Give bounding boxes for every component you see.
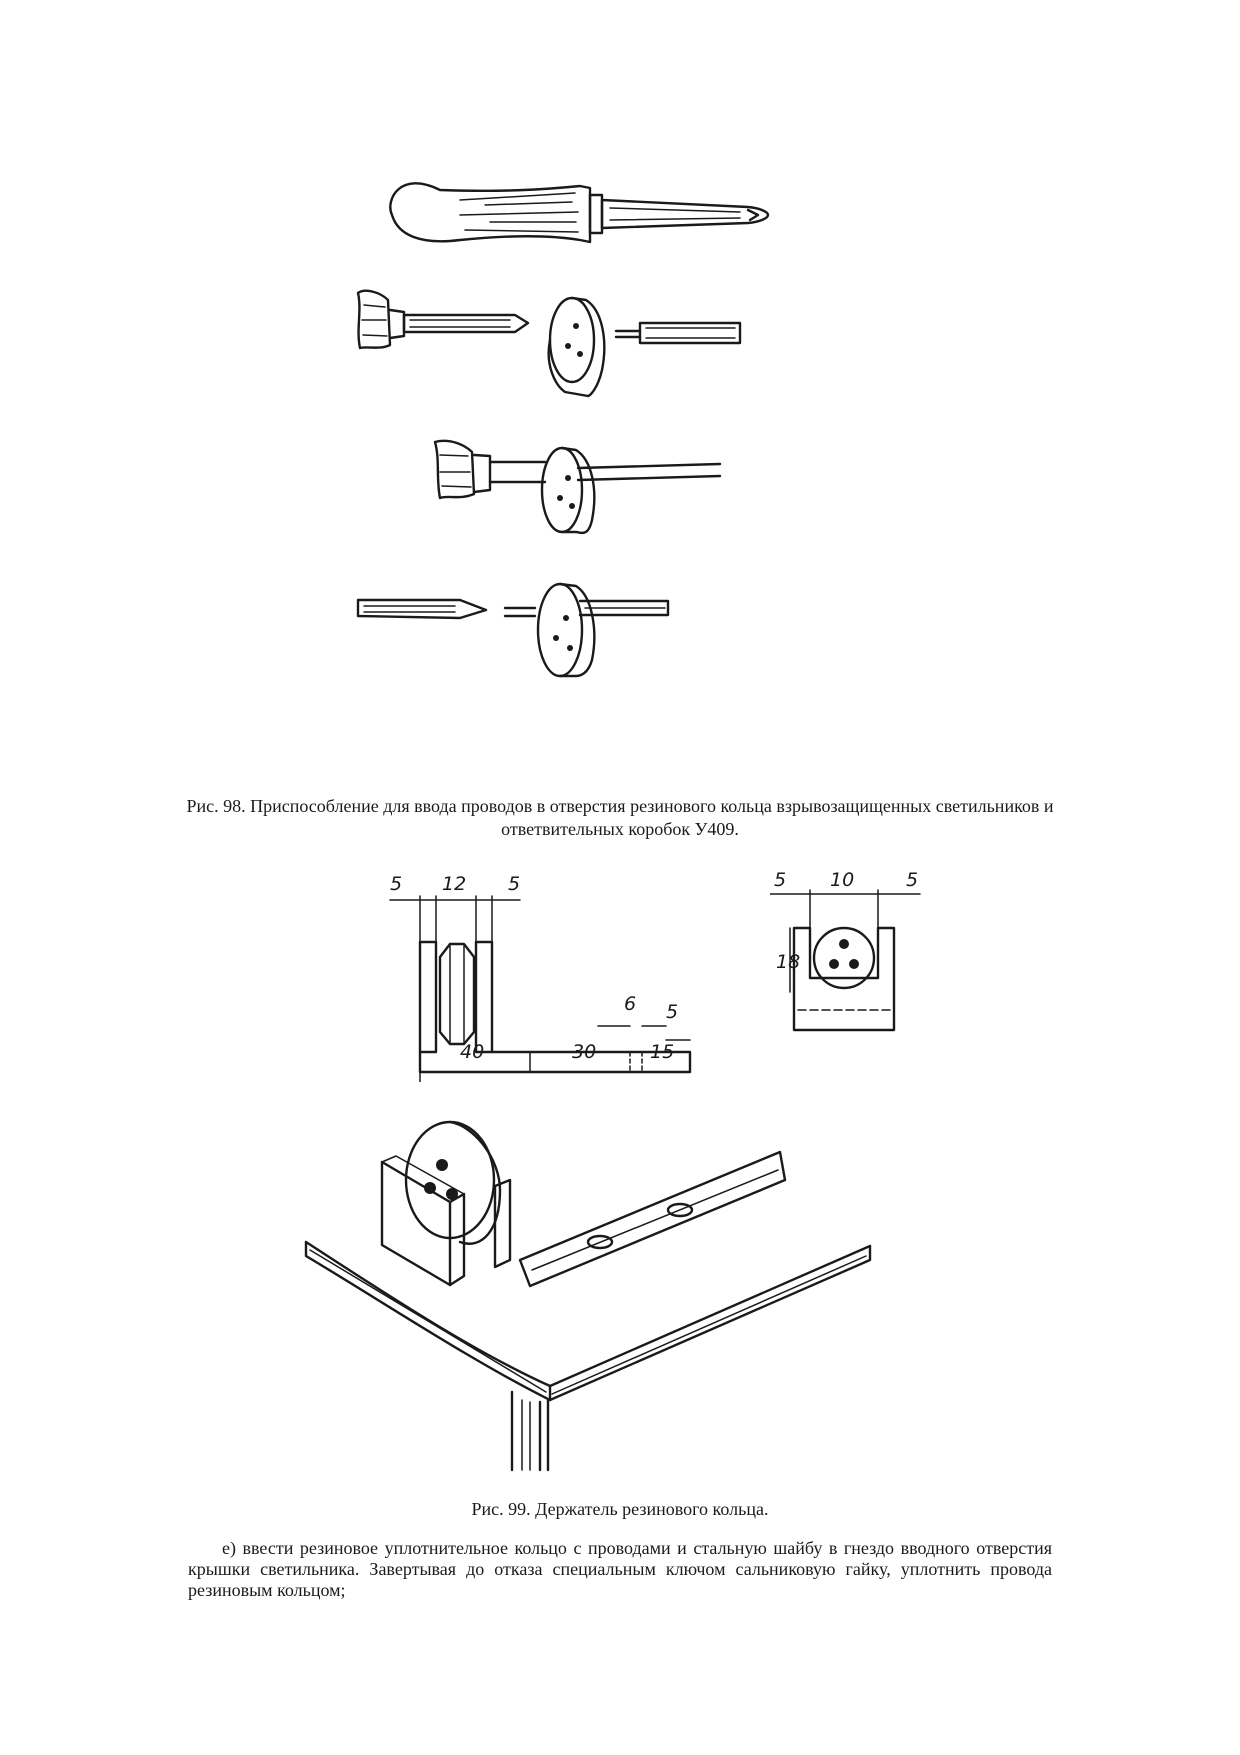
dim-side-left-gap: 5 xyxy=(390,873,403,895)
figure-98-caption: Рис. 98. Приспособление для ввода проводов в отверстия резинового кольца взрывозащищенных светильников и ответвительных коробок У409. xyxy=(186,796,1054,839)
dim-front-slot: 10 xyxy=(830,869,855,891)
figure-99-caption: Рис. 99. Держатель резинового кольца. xyxy=(471,1499,769,1519)
dim-side-hole-size: 6 xyxy=(624,993,637,1015)
tool-needle-ring-wire xyxy=(358,584,668,676)
tool-needle-through-ring xyxy=(435,441,720,533)
body-paragraph: е) ввести резиновое уплотнительное кольцо с проводами и стальную шайбу в гнездо вводного отверстия крышки светильника. Завертывая до отказа специальным ключом сальниковую гайку, уплотнить провода резиновым кольцом; xyxy=(188,1538,1052,1600)
dim-side-slot: 12 xyxy=(442,873,467,895)
figure-99-front-view-drawing xyxy=(770,860,940,1040)
dim-front-height: 18 xyxy=(776,951,801,973)
dim-side-base-3: 15 xyxy=(650,1041,675,1063)
figure-99-isometric-drawing xyxy=(300,1110,940,1480)
tool-handle-with-needle xyxy=(390,183,768,242)
figure-98-illustration xyxy=(340,160,900,760)
tool-needle-and-ring-separate xyxy=(358,291,740,396)
figure-99-side-view-drawing xyxy=(380,862,760,1082)
dim-side-hole-offset: 5 xyxy=(666,1001,679,1023)
dim-side-base-1: 40 xyxy=(460,1041,485,1063)
dim-front-right-gap: 5 xyxy=(906,869,919,891)
dim-front-left-gap: 5 xyxy=(774,869,787,891)
dim-side-right-gap: 5 xyxy=(508,873,521,895)
dim-side-base-2: 30 xyxy=(572,1041,597,1063)
